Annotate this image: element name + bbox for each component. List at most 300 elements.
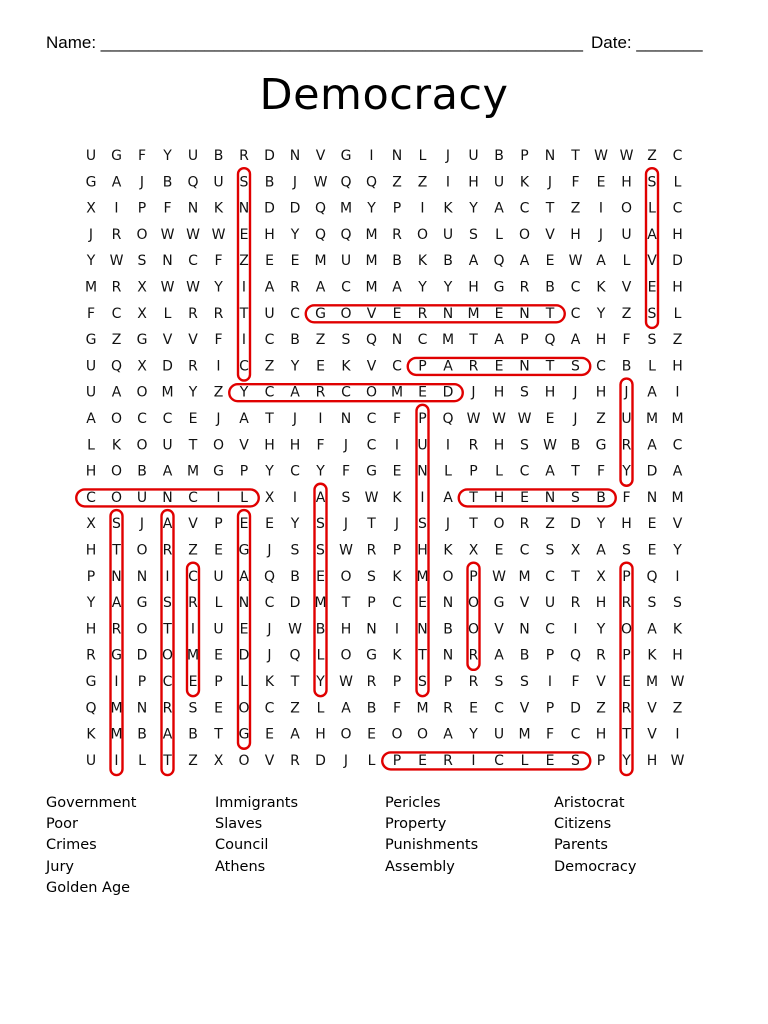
grid-letter: R [315,384,326,401]
grid-letter: R [443,700,453,717]
grid-letter: T [469,489,478,506]
grid-letter: Y [596,516,606,533]
grid-letter: O [340,305,352,322]
grid-letter: O [136,542,148,559]
name-field-label: Name: ___________________________________________________ [46,33,583,52]
grid-letter: W [109,253,124,270]
grid-letter: I [675,726,680,743]
grid-letter: Z [596,411,606,427]
grid-letter: R [417,305,428,322]
grid-letter: P [137,674,147,690]
grid-letter: S [545,542,555,559]
grid-letter: A [290,726,300,743]
grid-letter: B [366,700,377,717]
grid-letter: Z [647,148,657,164]
grid-letter: A [392,279,402,296]
grid-letter: M [467,305,480,322]
grid-letter: O [365,384,378,401]
grid-letter: C [545,568,555,585]
grid-letter: H [264,437,275,454]
grid-letter: N [442,647,454,664]
grid-letter: T [163,752,172,769]
grid-letter: T [418,647,427,664]
grid-letter: F [137,148,147,164]
grid-letter: H [417,542,428,559]
grid-letters [85,148,685,769]
grid-letter: B [545,279,555,296]
grid-letter: O [238,752,250,769]
grid-letter: M [339,200,353,217]
grid-letter: A [494,647,504,664]
grid-letter: O [238,700,250,717]
grid-letter: I [241,332,247,349]
grid-letter: U [417,437,428,454]
grid-letter: N [289,148,301,164]
grid-letter: P [392,542,402,559]
grid-letter: S [367,568,376,585]
grid-letter: J [267,621,272,638]
grid-letter: X [86,516,96,533]
grid-letter: W [466,411,481,427]
word-list-item: Athens [215,858,266,875]
grid-letter: J [394,516,400,533]
grid-letter: E [520,489,529,506]
grid-letter: A [111,174,122,191]
grid-letter: H [544,384,556,401]
grid-letter: Y [188,384,198,401]
grid-letter: F [545,726,555,743]
grid-letter: N [519,358,530,375]
grid-letter: C [392,358,402,375]
grid-letter: P [418,411,427,427]
grid-letter: F [341,463,351,480]
grid-letter: I [114,200,119,217]
grid-letter: N [417,463,428,480]
grid-letter: A [315,489,326,506]
grid-letter: A [443,726,453,743]
grid-letter: V [647,726,657,743]
grid-letter: E [316,568,325,585]
grid-letter: G [595,437,607,454]
grid-letter: X [468,542,479,559]
grid-letter: V [188,332,198,349]
grid-letter: H [595,384,607,401]
grid-letter: Q [85,700,97,717]
grid-letter: H [468,279,479,296]
grid-letter: I [420,489,425,506]
grid-letter: C [111,305,122,322]
grid-letter: B [570,437,581,454]
grid-letter: B [596,489,606,506]
grid-letter: I [675,568,680,585]
grid-letter: Y [673,542,682,559]
grid-letter: K [341,358,351,375]
grid-letter: D [646,463,658,480]
grid-letter: O [391,726,403,743]
grid-letter: Y [622,752,631,769]
grid-letter: P [622,647,631,664]
grid-letter: Y [86,253,96,270]
grid-letter: M [645,674,659,690]
grid-letter: A [570,332,581,349]
grid-letter: V [519,595,530,612]
grid-letter: N [111,568,122,585]
grid-letter: O [467,595,480,612]
grid-letter: E [418,752,427,769]
grid-letter: I [318,411,323,427]
grid-letter: T [571,463,580,480]
grid-letter: C [545,621,555,638]
grid-letter: A [494,200,504,217]
grid-letter: E [494,358,504,375]
grid-letter: T [290,674,300,690]
grid-letter: H [621,174,632,191]
grid-letter: H [621,516,632,533]
grid-letter: X [570,542,581,559]
grid-letter: M [671,489,684,506]
grid-letter: Y [239,384,249,401]
grid-letter: U [162,437,173,454]
grid-letter: V [366,358,377,375]
grid-letter: W [288,621,302,638]
grid-letter: Z [188,752,198,769]
grid-letter: Y [163,148,172,164]
grid-letter: U [340,253,352,270]
grid-letter: W [313,174,328,191]
grid-letter: S [418,674,427,690]
grid-letter: O [340,568,352,585]
grid-letter: S [520,674,529,690]
grid-letter: R [239,148,249,164]
grid-letter: P [392,674,402,690]
grid-letter: C [162,411,173,427]
grid-letter: Q [365,174,378,191]
grid-letter: S [647,332,657,349]
grid-letter: G [238,542,250,559]
grid-letter: S [469,226,478,243]
grid-letter: C [672,437,683,454]
grid-letter: J [88,226,94,243]
grid-letter: C [264,595,275,612]
grid-letter: S [418,516,427,533]
grid-letter: N [238,200,250,217]
grid-letter: C [494,700,504,717]
grid-letter: K [213,200,224,217]
grid-letter: P [443,674,453,690]
grid-letter: C [188,568,198,585]
grid-letter: D [238,647,250,664]
grid-letter: J [471,384,476,401]
grid-letter: O [493,516,505,533]
grid-letter: H [672,358,683,375]
grid-letter: Z [545,516,555,533]
grid-letter: E [545,253,555,270]
grid-letter: O [110,489,123,506]
grid-letter: X [86,200,96,217]
grid-letter: S [316,516,325,533]
grid-letter: F [316,437,325,454]
grid-letter: A [468,253,479,270]
grid-letter: B [213,148,224,164]
page-title: Democracy [259,70,509,120]
grid-letter: C [86,489,96,506]
grid-letter: S [163,595,172,612]
word-list-item: Jury [46,858,75,875]
grid-letter: P [545,647,555,664]
grid-letter: Q [263,568,276,585]
grid-letter: L [240,674,248,690]
grid-letter: T [341,595,351,612]
grid-letter: C [672,148,683,164]
grid-letter: W [517,411,532,427]
grid-letter: M [416,700,429,717]
grid-letter: N [544,489,556,506]
grid-letter: L [418,148,427,164]
grid-letter: P [367,595,376,612]
grid-letter: R [519,279,530,296]
grid-letter: P [214,516,223,533]
grid-letter: H [672,647,683,664]
grid-letter: Z [213,384,224,401]
grid-letter: G [136,332,148,349]
grid-letter: Y [469,200,478,217]
grid-letter: V [162,332,173,349]
grid-letter: Y [443,279,453,296]
grid-letter: R [162,700,173,717]
grid-letter: N [442,595,454,612]
grid-letter: L [495,463,503,480]
grid-letter: E [214,647,223,664]
grid-letter: T [214,726,223,743]
grid-letter: I [394,437,400,454]
grid-letter: N [417,621,428,638]
word-list-item: Poor [46,816,78,833]
grid-letter: S [494,674,504,690]
grid-letter: O [110,463,123,480]
grid-letter: G [213,463,224,480]
grid-letter: U [85,384,97,401]
grid-letter: W [594,148,608,164]
grid-letter: Q [569,647,582,664]
grid-letter: I [420,200,425,217]
grid-letter: R [188,358,198,375]
grid-letter: R [621,700,632,717]
grid-letter: O [442,568,454,585]
grid-letter: M [365,279,378,296]
grid-letter: Q [340,174,352,191]
grid-letter: R [621,595,632,612]
grid-letter: B [264,174,275,191]
grid-letter: V [315,148,326,164]
word-list-item: Property [385,816,447,833]
grid-letter: Y [290,516,300,533]
grid-letter: P [596,752,606,769]
grid-letter: E [469,700,478,717]
grid-letter: H [85,621,97,638]
grid-letter: I [547,674,553,690]
grid-letter: F [596,463,606,480]
grid-letter: X [596,568,606,585]
grid-letter: N [187,200,199,217]
grid-letter: V [366,305,377,322]
grid-letter: L [316,700,325,717]
grid-letter: R [188,305,198,322]
grid-letter: R [570,595,581,612]
grid-letter: O [620,200,633,217]
grid-letter: O [340,647,352,664]
grid-letter: Q [314,226,327,243]
grid-letter: Q [646,568,658,585]
grid-letter: D [289,595,301,612]
grid-letter: A [341,700,351,717]
grid-letter: W [160,279,175,296]
grid-letter: K [443,200,453,217]
grid-letter: M [186,463,200,480]
grid-letter: E [239,226,249,243]
grid-letter: W [339,674,353,690]
word-list-column-3 [385,793,478,878]
word-list-item: Pericles [385,795,441,811]
grid-letter: Q [110,358,123,375]
answer-highlight [382,752,590,769]
grid-letter: R [162,542,173,559]
grid-letter: Z [290,700,300,717]
word-list-item: Slaves [215,816,263,833]
grid-letter: Z [672,700,683,717]
grid-letter: J [139,174,145,191]
grid-letter: I [114,752,119,769]
grid-letter: A [647,437,657,454]
grid-letter: Y [290,358,300,375]
grid-letter: S [188,700,198,717]
grid-letter: N [366,621,377,638]
word-list-item: Punishments [385,837,479,854]
grid-letter: I [445,437,451,454]
grid-letter: S [239,174,249,191]
grid-letter: N [391,148,403,164]
grid-letter: A [545,463,555,480]
grid-letter: T [622,726,631,743]
grid-letter: E [494,305,504,322]
grid-letter: S [341,332,351,349]
grid-letter: Z [188,542,198,559]
grid-letter: C [264,332,275,349]
grid-letter: R [290,279,300,296]
grid-letter: A [596,542,606,559]
grid-letter: E [239,516,249,533]
grid-letter: S [341,489,351,506]
grid-letter: A [494,332,504,349]
grid-letter: Q [314,200,327,217]
grid-letter: H [289,437,301,454]
grid-letter: K [86,726,96,743]
grid-letter: F [571,674,580,690]
grid-letter: Y [316,674,325,690]
grid-letter: Z [570,200,581,217]
grid-letter: N [544,148,556,164]
grid-letter: E [214,700,223,717]
grid-letter: W [619,148,634,164]
grid-letter: P [520,332,529,349]
grid-letter: L [87,437,95,454]
grid-letter: N [136,568,148,585]
grid-letter: U [187,148,199,164]
grid-letter: Y [596,305,606,322]
grid-letter: Q [289,647,301,664]
grid-letter: U [468,148,479,164]
grid-letter: B [162,174,173,191]
grid-letter: K [443,542,453,559]
grid-letter: Y [622,463,631,480]
word-list-column-1 [46,793,136,899]
grid-letter: V [672,516,683,533]
grid-letter: F [86,305,96,322]
grid-letter: K [672,621,683,638]
grid-letter: N [519,621,530,638]
grid-letter: K [519,174,530,191]
grid-letter: C [264,700,275,717]
grid-letter: B [443,253,453,270]
grid-letter: H [570,226,581,243]
grid-letter: Y [367,200,376,217]
grid-letter: H [493,384,505,401]
grid-letter: Y [596,621,606,638]
grid-letter: I [598,200,604,217]
grid-letter: R [111,621,122,638]
grid-letter: M [518,568,531,585]
grid-letter: E [265,726,274,743]
grid-letter: G [111,647,122,664]
grid-letter: Y [418,279,427,296]
grid-letter: B [188,726,198,743]
grid-letter: W [364,489,379,506]
grid-letter: F [163,200,172,217]
grid-letter: A [239,568,249,585]
grid-letter: Q [187,174,199,191]
grid-letter: C [494,752,504,769]
grid-letter: M [518,726,531,743]
grid-letter: S [112,516,121,533]
grid-letter: A [443,358,453,375]
grid-letter: G [366,647,377,664]
grid-letter: L [673,174,682,191]
grid-letter: I [241,279,247,296]
grid-letter: S [520,437,529,454]
grid-letter: Y [265,463,274,480]
grid-letter: T [545,200,555,217]
answer-highlight [459,489,616,506]
grid-letter: F [392,700,402,717]
grid-letter: C [570,726,581,743]
grid-letter: C [570,305,581,322]
grid-letter: K [264,674,275,690]
grid-letter: S [571,752,580,769]
grid-letter: E [418,595,427,612]
grid-letter: T [571,568,580,585]
grid-letter: L [622,253,631,270]
grid-letter: N [442,305,454,322]
grid-letter: Y [316,463,325,480]
grid-letter: M [314,595,327,612]
grid-letter: I [675,384,680,401]
grid-letter: C [672,200,683,217]
grid-letter: A [672,463,683,480]
word-list-item: Aristocrat [554,795,625,811]
grid-letter: S [673,595,682,612]
grid-letter: C [137,411,147,427]
grid-letter: U [493,174,505,191]
grid-letter: L [240,489,248,506]
